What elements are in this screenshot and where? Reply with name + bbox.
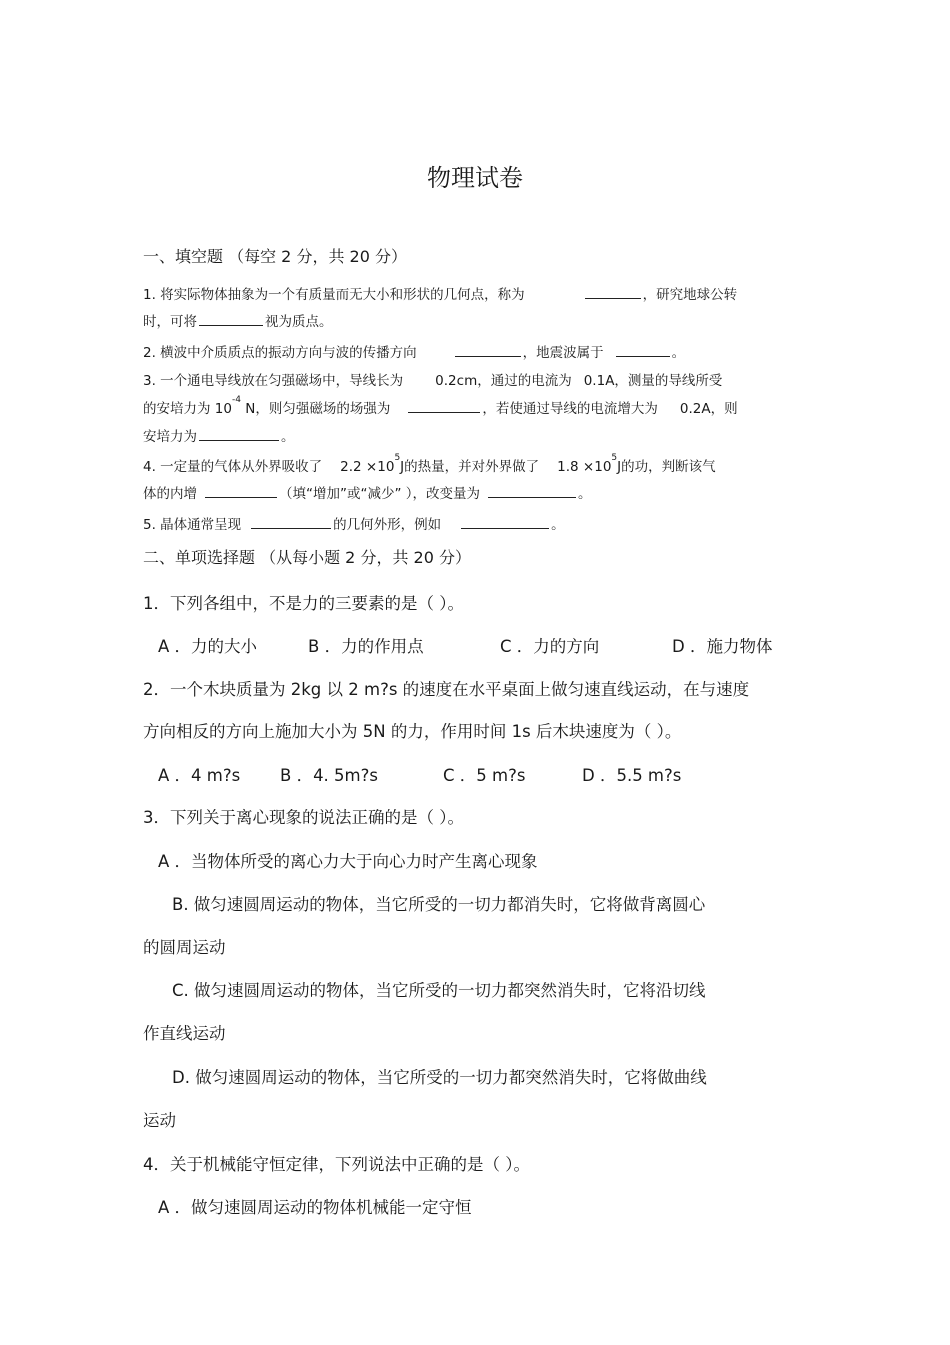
mc-q2-option-a[interactable]: A ．4 m?s bbox=[158, 766, 241, 785]
fill-q4-blank2[interactable] bbox=[488, 484, 576, 499]
fill-q2-blank2[interactable] bbox=[616, 343, 670, 358]
fill-q3-line3: 安培力为 。 bbox=[143, 425, 295, 445]
fill-q4-blank1[interactable] bbox=[205, 484, 277, 499]
fill-q1-line1: 1. 将实际物体抽象为一个有质量而无大小和形状的几何点，称为 ，研究地球公转 bbox=[143, 283, 737, 303]
mc-q2-option-d[interactable]: D ．5.5 m?s bbox=[582, 766, 682, 785]
mc-q3-option-b-line2: 的圆周运动 bbox=[143, 938, 226, 957]
mc-q2-option-b[interactable]: B ．4. 5m?s bbox=[280, 766, 378, 785]
section-1-heading: 一、填空题 （每空 2 分，共 20 分） bbox=[143, 247, 407, 266]
fill-q2-blank1[interactable] bbox=[455, 343, 521, 358]
fill-q5-blank1[interactable] bbox=[251, 515, 331, 530]
mc-q1-option-d[interactable]: D ．施力物体 bbox=[672, 637, 773, 656]
fill-q3-blank1[interactable] bbox=[408, 399, 480, 414]
fill-q4-line2: 体的内增 （填“增加”或“减少” ），改变量为 。 bbox=[143, 482, 592, 502]
mc-q2-stem-line1: 2．一个木块质量为 2kg 以 2 m?s 的速度在水平桌面上做匀速直线运动，在与速度 bbox=[143, 680, 750, 699]
mc-q3-option-b-line1[interactable]: B. 做匀速圆周运动的物体，当它所受的一切力都消失时，它将做背离圆心 bbox=[172, 895, 706, 914]
mc-q1-stem: 1．下列各组中，不是力的三要素的是（ ）。 bbox=[143, 594, 464, 613]
page-title: 物理试卷 bbox=[427, 164, 523, 192]
mc-q3-option-c-line1[interactable]: C. 做匀速圆周运动的物体，当它所受的一切力都突然消失时，它将沿切线 bbox=[172, 981, 706, 1000]
mc-q4-option-a[interactable]: A ．做匀速圆周运动的物体机械能一定守恒 bbox=[158, 1198, 472, 1217]
fill-q4-line1: 4. 一定量的气体从外界吸收了 $2.2 \times 10^5J$的热量，并对外界做了 $1.8 \times 10^5J$的功，判断该气 bbox=[143, 453, 716, 475]
mc-q3-option-d-line1[interactable]: D. 做匀速圆周运动的物体，当它所受的一切力都突然消失时，它将做曲线 bbox=[172, 1068, 707, 1087]
fill-q2-line: 2. 横波中介质质点的振动方向与波的传播方向 ，地震波属于 。 bbox=[143, 341, 685, 361]
section-2-heading: 二、单项选择题 （从每小题 2 分，共 20 分） bbox=[143, 548, 471, 567]
fill-q3-blank2[interactable] bbox=[199, 427, 279, 442]
fill-q3-line2: 的安培力为 $10^{-4}$ N，则匀强磁场的场强为 ，若使通过导线的电流增大为 0.2A，则 bbox=[143, 395, 738, 417]
mc-q1-option-c[interactable]: C ．力的方向 bbox=[500, 637, 600, 656]
fill-q5-blank2[interactable] bbox=[461, 515, 549, 530]
mc-q4-stem: 4．关于机械能守恒定律，下列说法中正确的是（ ）。 bbox=[143, 1155, 530, 1174]
mc-q2-stem-line2: 方向相反的方向上施加大小为 5N 的力，作用时间 1s 后木块速度为（ ）。 bbox=[143, 722, 682, 741]
fill-q3-line1: 3. 一个通电导线放在匀强磁场中，导线长为 0.2cm，通过的电流为 0.1A，测量的导线所受 bbox=[143, 373, 723, 389]
fill-q1-line2: 时，可将 视为质点。 bbox=[143, 310, 333, 330]
mc-q2-option-c[interactable]: C ．5 m?s bbox=[443, 766, 526, 785]
mc-q3-option-a[interactable]: A ．当物体所受的离心力大于向心力时产生离心现象 bbox=[158, 852, 538, 871]
mc-q3-option-c-line2: 作直线运动 bbox=[143, 1024, 226, 1043]
fill-q5-line: 5. 晶体通常呈现 的几何外形，例如 。 bbox=[143, 513, 565, 533]
mc-q3-option-d-line2: 运动 bbox=[143, 1111, 176, 1130]
mc-q1-option-a[interactable]: A ．力的大小 bbox=[158, 637, 258, 656]
fill-q1-blank1[interactable] bbox=[585, 285, 641, 300]
mc-q3-stem: 3．下列关于离心现象的说法正确的是（ ）。 bbox=[143, 808, 464, 827]
mc-q1-option-b[interactable]: B ．力的作用点 bbox=[308, 637, 424, 656]
fill-q1-blank2[interactable] bbox=[199, 312, 263, 327]
